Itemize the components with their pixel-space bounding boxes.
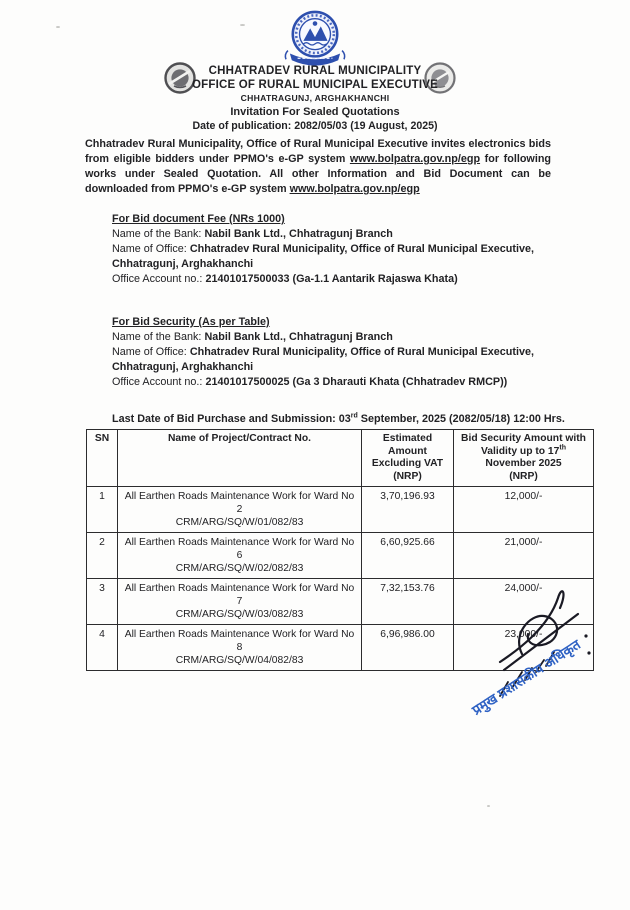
office-value: Chhatradev Rural Municipality, Office of Rural Municipal Executive, Chhatragunj, Arghakhanchi — [112, 243, 534, 270]
account-label: Office Account no.: — [112, 376, 206, 388]
header-amount-line: Estimated — [382, 433, 433, 444]
document-title: Invitation For Sealed Quotations — [230, 106, 400, 118]
table-header-row — [87, 430, 594, 487]
bid-security-office-line — [112, 345, 554, 375]
header-security-line: Bid Security Amount with — [461, 433, 586, 444]
office-name: OFFICE OF RURAL MUNICIPAL EXECUTIVE — [192, 79, 438, 91]
contract-number: CRM/ARG/SQ/W/02/082/83 — [175, 563, 304, 574]
row-security: 21,000/- — [454, 533, 594, 579]
bid-fee-office-line — [112, 242, 554, 272]
bank-value: Nabil Bank Ltd., Chhatragunj Branch — [204, 331, 393, 343]
municipality-emblem-logo — [277, 10, 353, 68]
scan-speck — [487, 805, 490, 807]
row-amount: 3,70,196.93 — [362, 487, 454, 533]
last-date-text: Last Date of Bid Purchase and Submission: 03 — [112, 413, 351, 425]
intro-text-2: for following works under Sealed Quotation. All other Information and Bid Document can be downloaded from PPMO's e-GP system — [85, 153, 552, 195]
header-amount-line: (NRP) — [393, 470, 422, 482]
bid-fee-section — [112, 212, 554, 287]
header-security-line — [458, 446, 589, 459]
header-amount-line: Amount — [388, 445, 427, 457]
header-security-line: (NRP) — [509, 470, 538, 482]
header-security-text: Validity up to 17 — [481, 445, 560, 457]
project-name: All Earthen Roads Maintenance Work for Ward No 2 — [124, 491, 355, 515]
office-value: Chhatradev Rural Municipality, Office of Rural Municipal Executive, Chhatragunj, Arghakhanchi — [112, 346, 534, 373]
table-row — [87, 487, 594, 533]
table-row — [87, 533, 594, 579]
contract-number: CRM/ARG/SQ/W/04/082/83 — [175, 655, 304, 666]
project-name: All Earthen Roads Maintenance Work for Ward No 8 — [124, 629, 355, 653]
contract-number: CRM/ARG/SQ/W/03/082/83 — [175, 609, 304, 620]
project-name: All Earthen Roads Maintenance Work for Ward No 7 — [124, 583, 355, 607]
bid-fee-account-line — [112, 272, 554, 287]
row-sn: 1 — [87, 487, 118, 533]
header-security-line: November 2025 — [485, 458, 562, 469]
organization-name: CHHATRADEV RURAL MUNICIPALITY — [208, 65, 422, 77]
row-project — [118, 533, 362, 579]
bid-security-heading: For Bid Security (As per Table) — [112, 316, 270, 328]
row-sn: 3 — [87, 579, 118, 625]
intro-paragraph — [85, 137, 551, 197]
row-project — [118, 487, 362, 533]
row-security: 12,000/- — [454, 487, 594, 533]
row-project — [118, 625, 362, 671]
row-amount: 6,60,925.66 — [362, 533, 454, 579]
last-date-ordinal: rd — [350, 412, 358, 420]
intro-text-1: Chhatradev Rural Municipality, Office of Rural Municipal Executive invites electronics bids from eligible bidders under PPMO's e-GP system — [85, 138, 551, 165]
account-value: 21401017500033 (Ga-1.1 Aantarik Rajaswa Khata) — [205, 273, 458, 285]
header-project: Name of Project/Contract No. — [118, 430, 362, 487]
bid-security-section — [112, 315, 554, 390]
project-name: All Earthen Roads Maintenance Work for Ward No 6 — [124, 537, 355, 561]
office-label: Name of Office: — [112, 243, 190, 255]
bid-security-account-line — [112, 375, 554, 390]
bid-security-bank-line — [112, 330, 554, 345]
last-date-line — [112, 412, 592, 427]
scan-speck — [240, 24, 245, 26]
bolpatra-url-link-2: www.bolpatra.gov.np/egp — [289, 183, 420, 195]
header-sn: SN — [87, 430, 118, 487]
document-header — [0, 64, 630, 133]
bid-fee-heading: For Bid document Fee (NRs 1000) — [112, 213, 285, 225]
header-security — [454, 430, 594, 487]
publication-date: Date of publication: 2082/05/03 (19 August, 2025) — [192, 120, 438, 132]
bank-label: Name of the Bank: — [112, 228, 205, 240]
bolpatra-url-link: www.bolpatra.gov.np/egp — [349, 153, 481, 165]
row-project — [118, 579, 362, 625]
header-security-ordinal: th — [559, 444, 566, 452]
header-amount-line: Excluding VAT — [371, 458, 444, 469]
designation-stamp: प्रमुख प्रशासकीय अधिकृत — [469, 636, 584, 718]
scan-speck — [56, 26, 60, 28]
office-label: Name of Office: — [112, 346, 190, 358]
row-amount: 6,96,986.00 — [362, 625, 454, 671]
contract-number: CRM/ARG/SQ/W/01/082/83 — [175, 517, 304, 528]
account-value: 21401017500025 (Ga 3 Dharauti Khata (Chhatradev RMCP)) — [205, 376, 508, 388]
bank-value: Nabil Bank Ltd., Chhatragunj Branch — [204, 228, 393, 240]
row-security: 24,000/- — [454, 579, 594, 625]
bid-fee-bank-line — [112, 227, 554, 242]
row-sn: 2 — [87, 533, 118, 579]
account-label: Office Account no.: — [112, 273, 206, 285]
header-amount — [362, 430, 454, 487]
row-amount: 7,32,153.76 — [362, 579, 454, 625]
last-date-text-2: September, 2025 (2082/05/18) 12:00 Hrs. — [357, 413, 565, 425]
row-sn: 4 — [87, 625, 118, 671]
row-security: 23,000/- — [454, 625, 594, 671]
office-location: CHHATRAGUNJ, ARGHAKHANCHI — [240, 93, 390, 103]
bank-label: Name of the Bank: — [112, 331, 205, 343]
